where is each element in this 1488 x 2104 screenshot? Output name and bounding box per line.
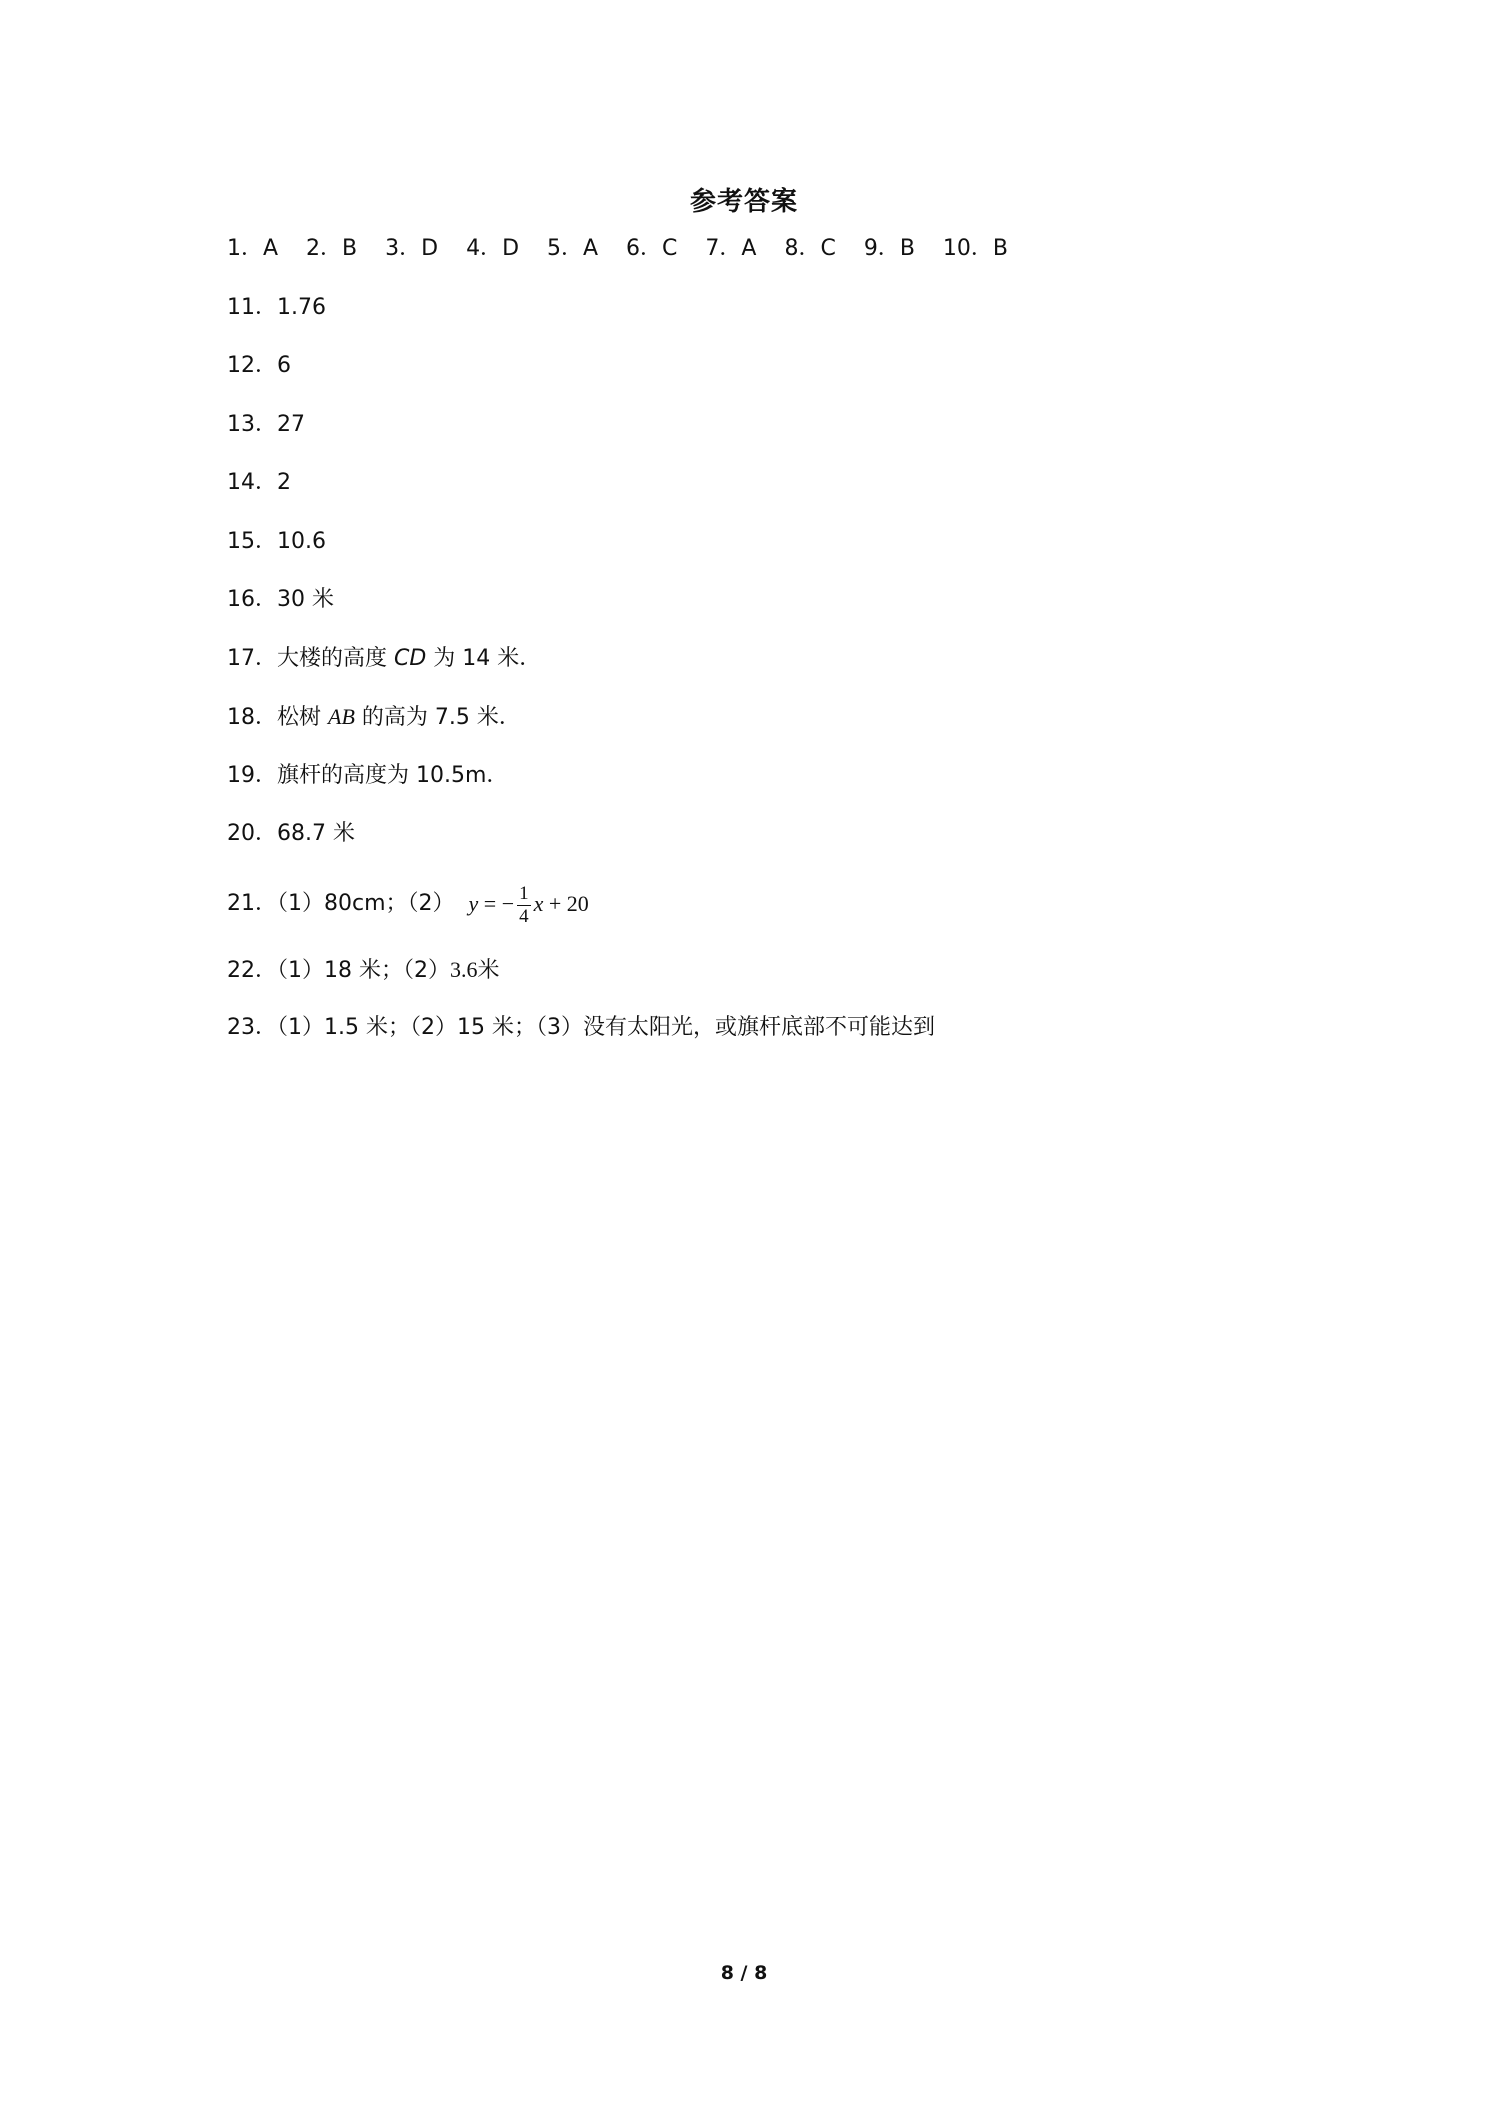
answer-item: 7．A [705,236,757,261]
linear-formula: y = − $\frac{1}{4}$ x + 20 [468,883,589,928]
answer-item: 8．C [784,236,836,261]
page-number: 8 / 8 [720,1962,768,1984]
answer-item: 1．A [227,236,279,261]
answer-item: 4．D [466,236,520,261]
answer-line-19: 19．旗杆的高度为 10.5m． [227,763,509,788]
answer-line-15: 15．10.6 [227,529,326,554]
answer-line-11: 11．1.76 [227,295,326,320]
answer-line-21: 21．（1）80cm；（2） y = − $\frac{1}{4}$ x + 20 [227,872,589,936]
answer-line-12: 12．6 [227,353,291,378]
answer-line-20: 20．68.7 米 [227,821,355,846]
answer-line-18: 18．松树 AB 的高为 7.5 米． [227,704,521,730]
answer-item: 10．B [942,236,1008,261]
page-title: 参考答案 [689,187,798,217]
fraction: $\frac{1}{4}$ [519,883,529,928]
answer-line-1-10 [227,234,1008,264]
answer-item: 3．D [385,236,439,261]
answer-item: 2．B [306,236,358,261]
answer-line-13: 13．27 [227,412,305,437]
answer-line-16: 16．30 米 [227,587,334,612]
variable-ab: AB [328,704,355,729]
answer-line-23: 23．（1）1.5 米；（2）15 米；（3）没有太阳光，或旗杆底部不可能达到 [227,1015,935,1040]
answer-line-17: 17．大楼的高度 CD 为 14 米． [227,646,542,671]
answer-item: 9．B [863,236,915,261]
variable-cd: CD [394,646,427,671]
answer-item: 5．A [547,236,599,261]
answer-item: 6．C [626,236,678,261]
answer-line-14: 14．2 [227,470,291,495]
answer-line-22: 22．（1）18 米；（2）3.6米 [227,957,500,983]
